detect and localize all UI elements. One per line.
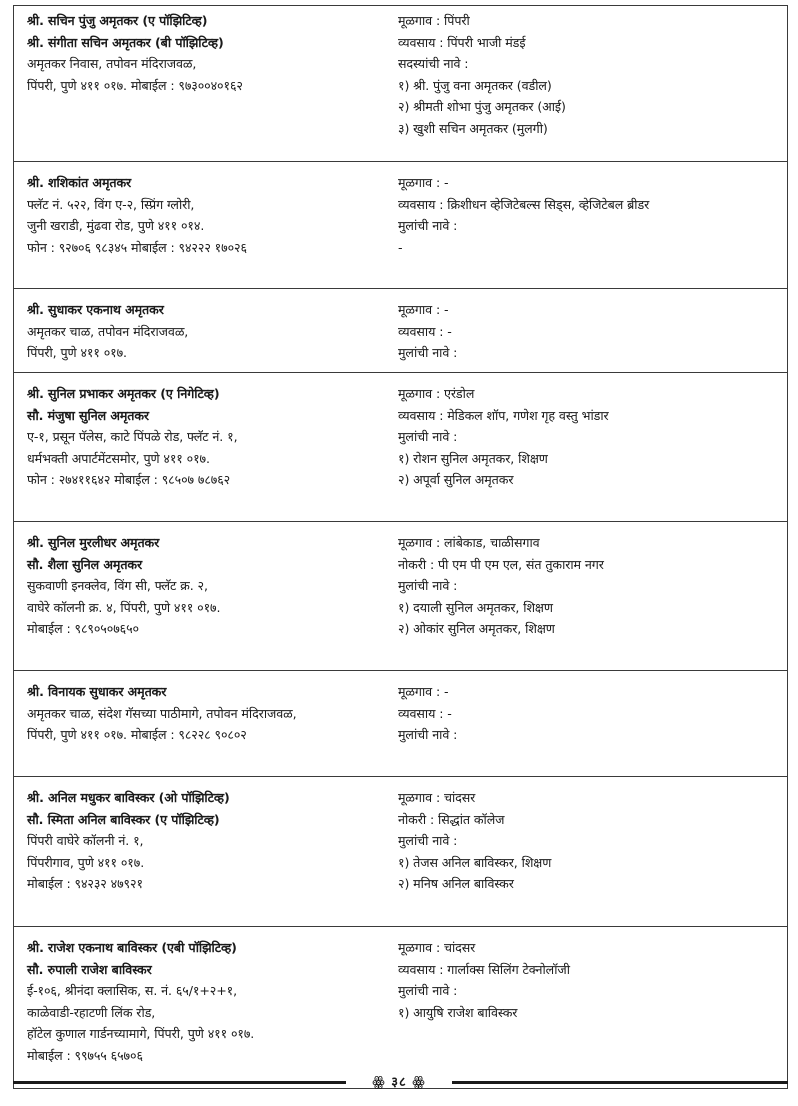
footer-rule-right <box>452 1081 788 1084</box>
details-column <box>397 937 787 1088</box>
detail-line: ३) खुशी सचिन अमृतकर (मुलगी) <box>398 120 548 136</box>
member-name: श्री. सचिन पुंजु अमृतकर (ए पॉझिटिव्ह) <box>27 13 208 28</box>
contact-line: ए-१, प्रसून पॅलेस, काटे पिंपळे रोड, फ्लॅट नं. १, <box>27 429 238 444</box>
member-entry <box>13 777 788 927</box>
detail-line: मुलांची नावे : <box>398 218 458 233</box>
contact-line: सुकवाणी इनक्लेव, विंग सी, फ्लॅट क्र. २, <box>27 578 208 593</box>
contact-line: फोन : २७४११६४२ मोबाईल : ९८५०७ ७८७६२ <box>27 472 231 487</box>
detail-line: २) अपूर्वा सुनिल अमृतकर <box>398 472 514 487</box>
contact-line: अमृतकर चाळ, संदेश गॅसच्या पाठीमागे, तपोवन मंदिराजवळ, <box>27 705 297 721</box>
member-name: श्री. अनिल मधुकर बाविस्कर (ओ पॉझिटिव्ह) <box>27 790 230 805</box>
contact-line: अमृतकर चाळ, तपोवन मंदिराजवळ, <box>27 323 189 339</box>
contact-line: फ्लॅट नं. ५२२, विंग ए-२, स्प्रिंग ग्लोरी, <box>27 196 195 212</box>
member-name: सौ. शैला सुनिल अमृतकर <box>27 556 143 572</box>
details-column <box>397 10 787 161</box>
detail-line: व्यवसाय : - <box>398 323 452 339</box>
detail-line: २) श्रीमती शोभा पुंजु अमृतकर (आई) <box>398 99 566 114</box>
detail-line: व्यवसाय : - <box>398 705 452 721</box>
directory-list <box>13 5 788 1089</box>
member-name: श्री. शशिकांत अमृतकर <box>27 175 132 190</box>
detail-line: मूळगाव : लांबेकाड, चाळीसगाव <box>398 535 540 550</box>
contact-column <box>14 787 397 926</box>
details-column <box>397 383 787 521</box>
detail-line: मुलांची नावे : <box>398 983 458 998</box>
contact-line: पिंपरी, पुणे ४११ ०१७. मोबाईल : ९८२२८ ९०८०२ <box>27 727 247 742</box>
detail-line: व्यवसाय : पिंपरी भाजी मंडई <box>398 34 526 50</box>
detail-line: मुलांची नावे : <box>398 833 458 848</box>
detail-line: मुलांची नावे : <box>398 345 458 360</box>
detail-line: मूळगाव : - <box>398 302 449 317</box>
contact-column <box>14 299 397 372</box>
details-column <box>397 787 787 926</box>
contact-line: फोन : ९२७०६ ९८३४५ मोबाईल : ९४२२२ १७०२६ <box>27 239 247 255</box>
detail-line: नोकरी : पी एम पी एम एल, संत तुकाराम नगर <box>398 556 604 572</box>
contact-line: धर्मभक्ती अपार्टमेंटसमोर, पुणे ४११ ०१७. <box>27 450 210 466</box>
detail-line: मुलांची नावे : <box>398 578 458 593</box>
detail-line: नोकरी : सिद्धांत कॉलेज <box>398 811 505 827</box>
member-name: श्री. सुनिल मुरलीधर अमृतकर <box>27 535 160 550</box>
member-entry <box>13 522 788 671</box>
member-name: श्री. विनायक सुधाकर अमृतकर <box>27 684 167 699</box>
member-entry <box>13 927 788 1089</box>
footer-rule-left <box>13 1081 346 1084</box>
member-name: सौ. रुपाली राजेश बाविस्कर <box>27 961 152 977</box>
contact-line: काळेवाडी-रहाटणी लिंक रोड, <box>27 1004 156 1020</box>
page-footer <box>0 1070 798 1094</box>
detail-line: व्यवसाय : क्रिशीधन व्हेजिटेबल्स सिड्स, व्हेजिटेबल ब्रीडर <box>398 196 650 212</box>
contact-line: हॉटेल कुणाल गार्डनच्यामागे, पिंपरी, पुणे ४११ ०१७. <box>27 1026 255 1041</box>
detail-line: १) श्री. पुंजु वना अमृतकर (वडील) <box>398 77 552 93</box>
member-name: श्री. सुनिल प्रभाकर अमृतकर (ए निगेटिव्ह) <box>27 386 220 401</box>
page-number: ꙮ ३८ ꙮ <box>372 1075 426 1090</box>
contact-line: पिंपरी, पुणे ४११ ०१७. मोबाईल : ९७३००४०१६२ <box>27 77 243 93</box>
contact-column <box>14 532 397 670</box>
detail-line: मुलांची नावे : <box>398 429 458 444</box>
detail-line: १) तेजस अनिल बाविस्कर, शिक्षण <box>398 854 552 870</box>
detail-line: सदस्यांची नावे : <box>398 56 469 71</box>
contact-line: ई-१०६, श्रीनंदा क्लासिक, स. नं. ६५/१+२+१, <box>27 983 238 998</box>
contact-column <box>14 383 397 521</box>
detail-line: १) आयुषि राजेश बाविस्कर <box>398 1004 518 1020</box>
contact-line: अमृतकर निवास, तपोवन मंदिराजवळ, <box>27 56 197 71</box>
detail-line: व्यवसाय : मेडिकल शॉप, गणेश गृह वस्तु भांडार <box>398 407 609 423</box>
member-name: श्री. राजेश एकनाथ बाविस्कर (एबी पॉझिटिव्ह) <box>27 940 237 955</box>
member-name: सौ. स्मिता अनिल बाविस्कर (ए पॉझिटिव्ह) <box>27 811 220 827</box>
details-column <box>397 532 787 670</box>
detail-line: मूळगाव : चांदसर <box>398 940 476 955</box>
member-entry <box>13 5 788 162</box>
member-entry <box>13 373 788 522</box>
contact-line: जुनी खराडी, मुंढवा रोड, पुणे ४११ ०१४. <box>27 218 205 233</box>
detail-line: व्यवसाय : गार्लाक्स सिलिंग टेक्नोलॉजी <box>398 961 570 977</box>
detail-line: मूळगाव : पिंपरी <box>398 13 470 28</box>
detail-line: मुलांची नावे : <box>398 727 458 742</box>
member-entry <box>13 162 788 289</box>
contact-line: मोबाईल : ९४२३२ ४७९२१ <box>27 876 143 891</box>
contact-column <box>14 172 397 288</box>
detail-line: मूळगाव : - <box>398 684 449 699</box>
contact-line: पिंपरीगाव, पुणे ४११ ०१७. <box>27 854 145 870</box>
member-name: सौ. मंजुषा सुनिल अमृतकर <box>27 407 149 423</box>
contact-column <box>14 937 397 1088</box>
contact-column <box>14 681 397 776</box>
member-name: श्री. सुधाकर एकनाथ अमृतकर <box>27 302 164 317</box>
details-column <box>397 681 787 776</box>
contact-line: मोबाईल : ९८९०५०७६५० <box>27 621 140 636</box>
details-column <box>397 299 787 372</box>
contact-line: पिंपरी वाघेरे कॉलनी नं. १, <box>27 833 144 848</box>
detail-line: १) रोशन सुनिल अमृतकर, शिक्षण <box>398 450 548 466</box>
detail-line: - <box>398 239 403 255</box>
contact-line: मोबाईल : ९९७५५ ६५७०६ <box>27 1047 143 1063</box>
detail-line: २) ओकांर सुनिल अमृतकर, शिक्षण <box>398 621 555 636</box>
member-entry <box>13 289 788 373</box>
details-column <box>397 172 787 288</box>
detail-line: मूळगाव : चांदसर <box>398 790 476 805</box>
detail-line: मूळगाव : एरंडोल <box>398 386 475 401</box>
detail-line: १) दयाली सुनिल अमृतकर, शिक्षण <box>398 599 553 615</box>
member-name: श्री. संगीता सचिन अमृतकर (बी पॉझिटिव्ह) <box>27 34 224 50</box>
detail-line: २) मनिष अनिल बाविस्कर <box>398 876 514 891</box>
contact-column <box>14 10 397 161</box>
contact-line: पिंपरी, पुणे ४११ ०१७. <box>27 345 127 360</box>
member-entry <box>13 671 788 777</box>
detail-line: मूळगाव : - <box>398 175 449 190</box>
contact-line: वाघेरे कॉलनी क्र. ४, पिंपरी, पुणे ४११ ०१७. <box>27 599 221 615</box>
